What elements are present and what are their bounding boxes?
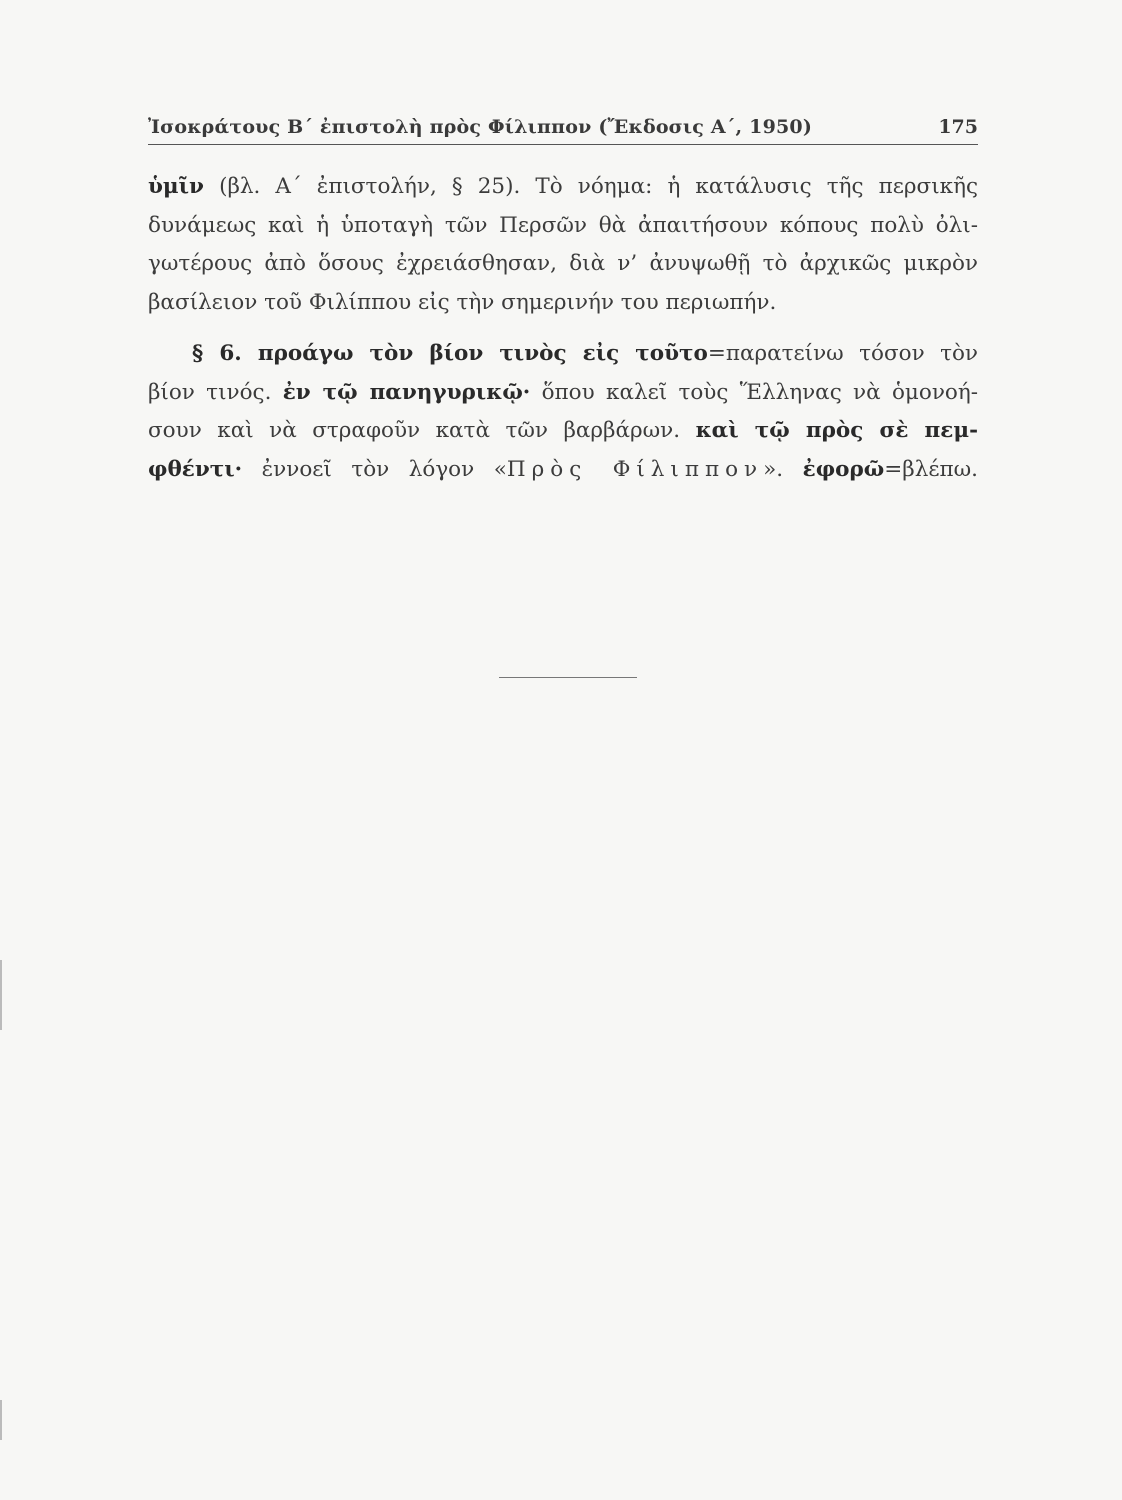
lemma-bold: ἐφορῶ [802,456,885,482]
paragraph-1-line-1-text: (βλ. Α΄ ἐπιστολήν, § 25). Τὸ νόημα: ἡ κατάλυσις τῆς περσικῆς [203,174,978,199]
running-header [148,112,978,145]
body-text [148,168,978,489]
paragraph-1-line-1 [148,168,978,207]
spaced-title: Πρὸς Φίλιππον [506,456,764,482]
paragraph-1-line-3: γωτέρους ἀπὸ ὅσους ἐχρειάσθησαν, διὰ ν’ ἀνυψωθῇ τὸ ἀρχικῶς μικρὸν [148,251,978,276]
paragraph-1-line-2: δυνάμεως καὶ ἡ ὑποταγὴ τῶν Περσῶν θὰ ἀπαιτήσουν κόπους πολὺ ὀλι- [148,212,978,238]
section-lemma: § 6. προάγω τὸν βίον τινὸς εἰς τοῦτο [192,341,708,366]
text-span: ὅπου καλεῖ τοὺς Ἕλληνας νὰ ὁμονοή- [530,379,978,405]
lemma-bold: ἐν τῷ πανηγυρικῷ· [282,379,531,405]
header-title: Ἰσοκράτους Β΄ ἐπιστολὴ πρὸς Φίλιππον (Ἔκδοσις Α΄, 1950) [148,116,813,138]
lemma-bold: ὑμῖν [148,174,204,199]
text-span: =βλέπω. [884,456,978,482]
paragraph-1 [148,168,978,322]
gloss-text: =παρατείνω τόσον τὸν [707,341,978,366]
paragraph-2-line-4 [148,451,978,490]
paragraph-2 [148,335,978,489]
scan-edge-mark [0,1400,2,1440]
text-span: ». [763,456,803,482]
text-span: σουν καὶ νὰ στραφοῦν κατὰ τῶν βαρβάρων. [148,418,696,443]
text-span: ἐννοεῖ τὸν λόγον « [242,456,507,482]
paragraph-1-line-4: βασίλειον τοῦ Φιλίππου εἰς τὴν σημερινήν του περιωπήν. [148,289,777,315]
paragraph-2-line-1 [148,335,978,374]
scan-edge-mark [0,960,2,1030]
paragraph-2-line-2 [148,374,978,413]
page-number: 175 [938,116,978,138]
lemma-bold: καὶ τῷ πρὸς σὲ πεμ- [695,418,979,443]
paragraph-2-line-3 [148,412,978,451]
text-span: βίον τινός. [148,379,283,405]
section-divider [499,677,637,678]
lemma-bold: φθέντι· [148,456,243,482]
